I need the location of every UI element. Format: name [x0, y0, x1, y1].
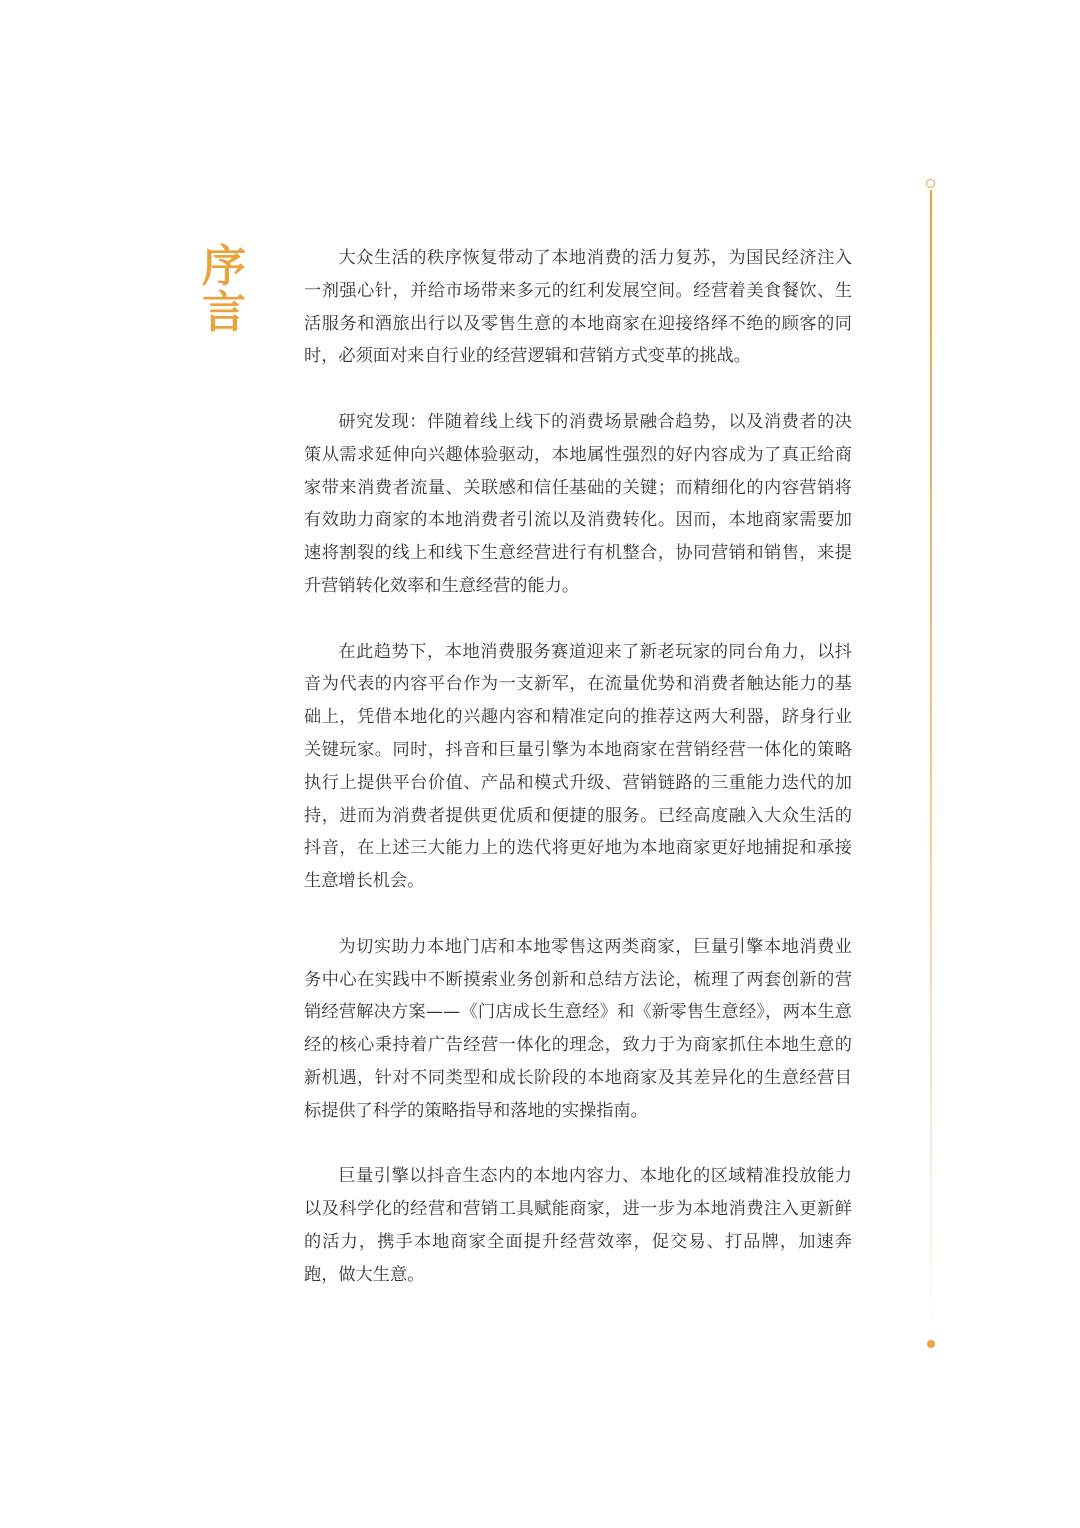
paragraph-5: 巨量引擎以抖音生态内的本地内容力、本地化的区域精准投放能力以及科学化的经营和营销工具赋能商家，进一步为本地消费注入更新鲜的活力，携手本地商家全面提升经营效率，促交易、打品牌，加速奔跑，做大生意。: [304, 1166, 852, 1285]
decorative-line-top-ring: [926, 179, 935, 188]
page-title-char-1: 序: [202, 241, 246, 292]
page-title-char-2: 言: [202, 287, 246, 338]
paragraph-1: 大众生活的秩序恢复带动了本地消费的活力复苏，为国民经济注入一剂强心针，并给市场带来多元的红利发展空间。经营着美食餐饮、生活服务和酒旅出行以及零售生意的本地商家在迎接络绎不绝的顾客的同时，必须面对来自行业的经营逻辑和营销方式变革的挑战。: [304, 248, 852, 367]
decorative-vertical-line: [930, 190, 932, 1318]
paragraph-2: 研究发现：伴随着线上线下的消费场景融合趋势，以及消费者的决策从需求延伸向兴趣体验驱动，本地属性强烈的好内容成为了真正给商家带来消费者流量、关联感和信任基础的关键；而精细化的内容营销将有效助力商家的本地消费者引流以及消费转化。因而，本地商家需要加速将割裂的线上和线下生意经营进行有机整合，协同营销和销售，来提升营销转化效率和生意经营的能力。: [304, 411, 852, 596]
preface-body: [304, 242, 852, 1324]
paragraph-4: 为切实助力本地门店和本地零售这两类商家，巨量引擎本地消费业务中心在实践中不断摸索业务创新和总结方法论，梳理了两套创新的营销经营解决方案——《门店成长生意经》和《新零售生意经》，两本生意经的核心秉持着广告经营一体化的理念，致力于为商家抓住本地生意的新机遇，针对不同类型和成长阶段的本地商家及其差异化的生意经营目标提供了科学的策略指导和落地的实操指南。: [304, 936, 852, 1121]
decorative-line-bottom-dot: [927, 1340, 935, 1348]
page-title: [198, 241, 250, 338]
paragraph-3: 在此趋势下，本地消费服务赛道迎来了新老玩家的同台角力，以抖音为代表的内容平台作为一支新军，在流量优势和消费者触达能力的基础上，凭借本地化的兴趣内容和精准定向的推荐这两大利器，跻身行业关键玩家。同时，抖音和巨量引擎为本地商家在营销经营一体化的策略执行上提供平台价值、产品和模式升级、营销链路的三重能力迭代的加持，进而为消费者提供更优质和便捷的服务。已经高度融入大众生活的抖音，在上述三大能力上的迭代将更好地为本地商家更好地捕捉和承接生意增长机会。: [304, 641, 852, 892]
